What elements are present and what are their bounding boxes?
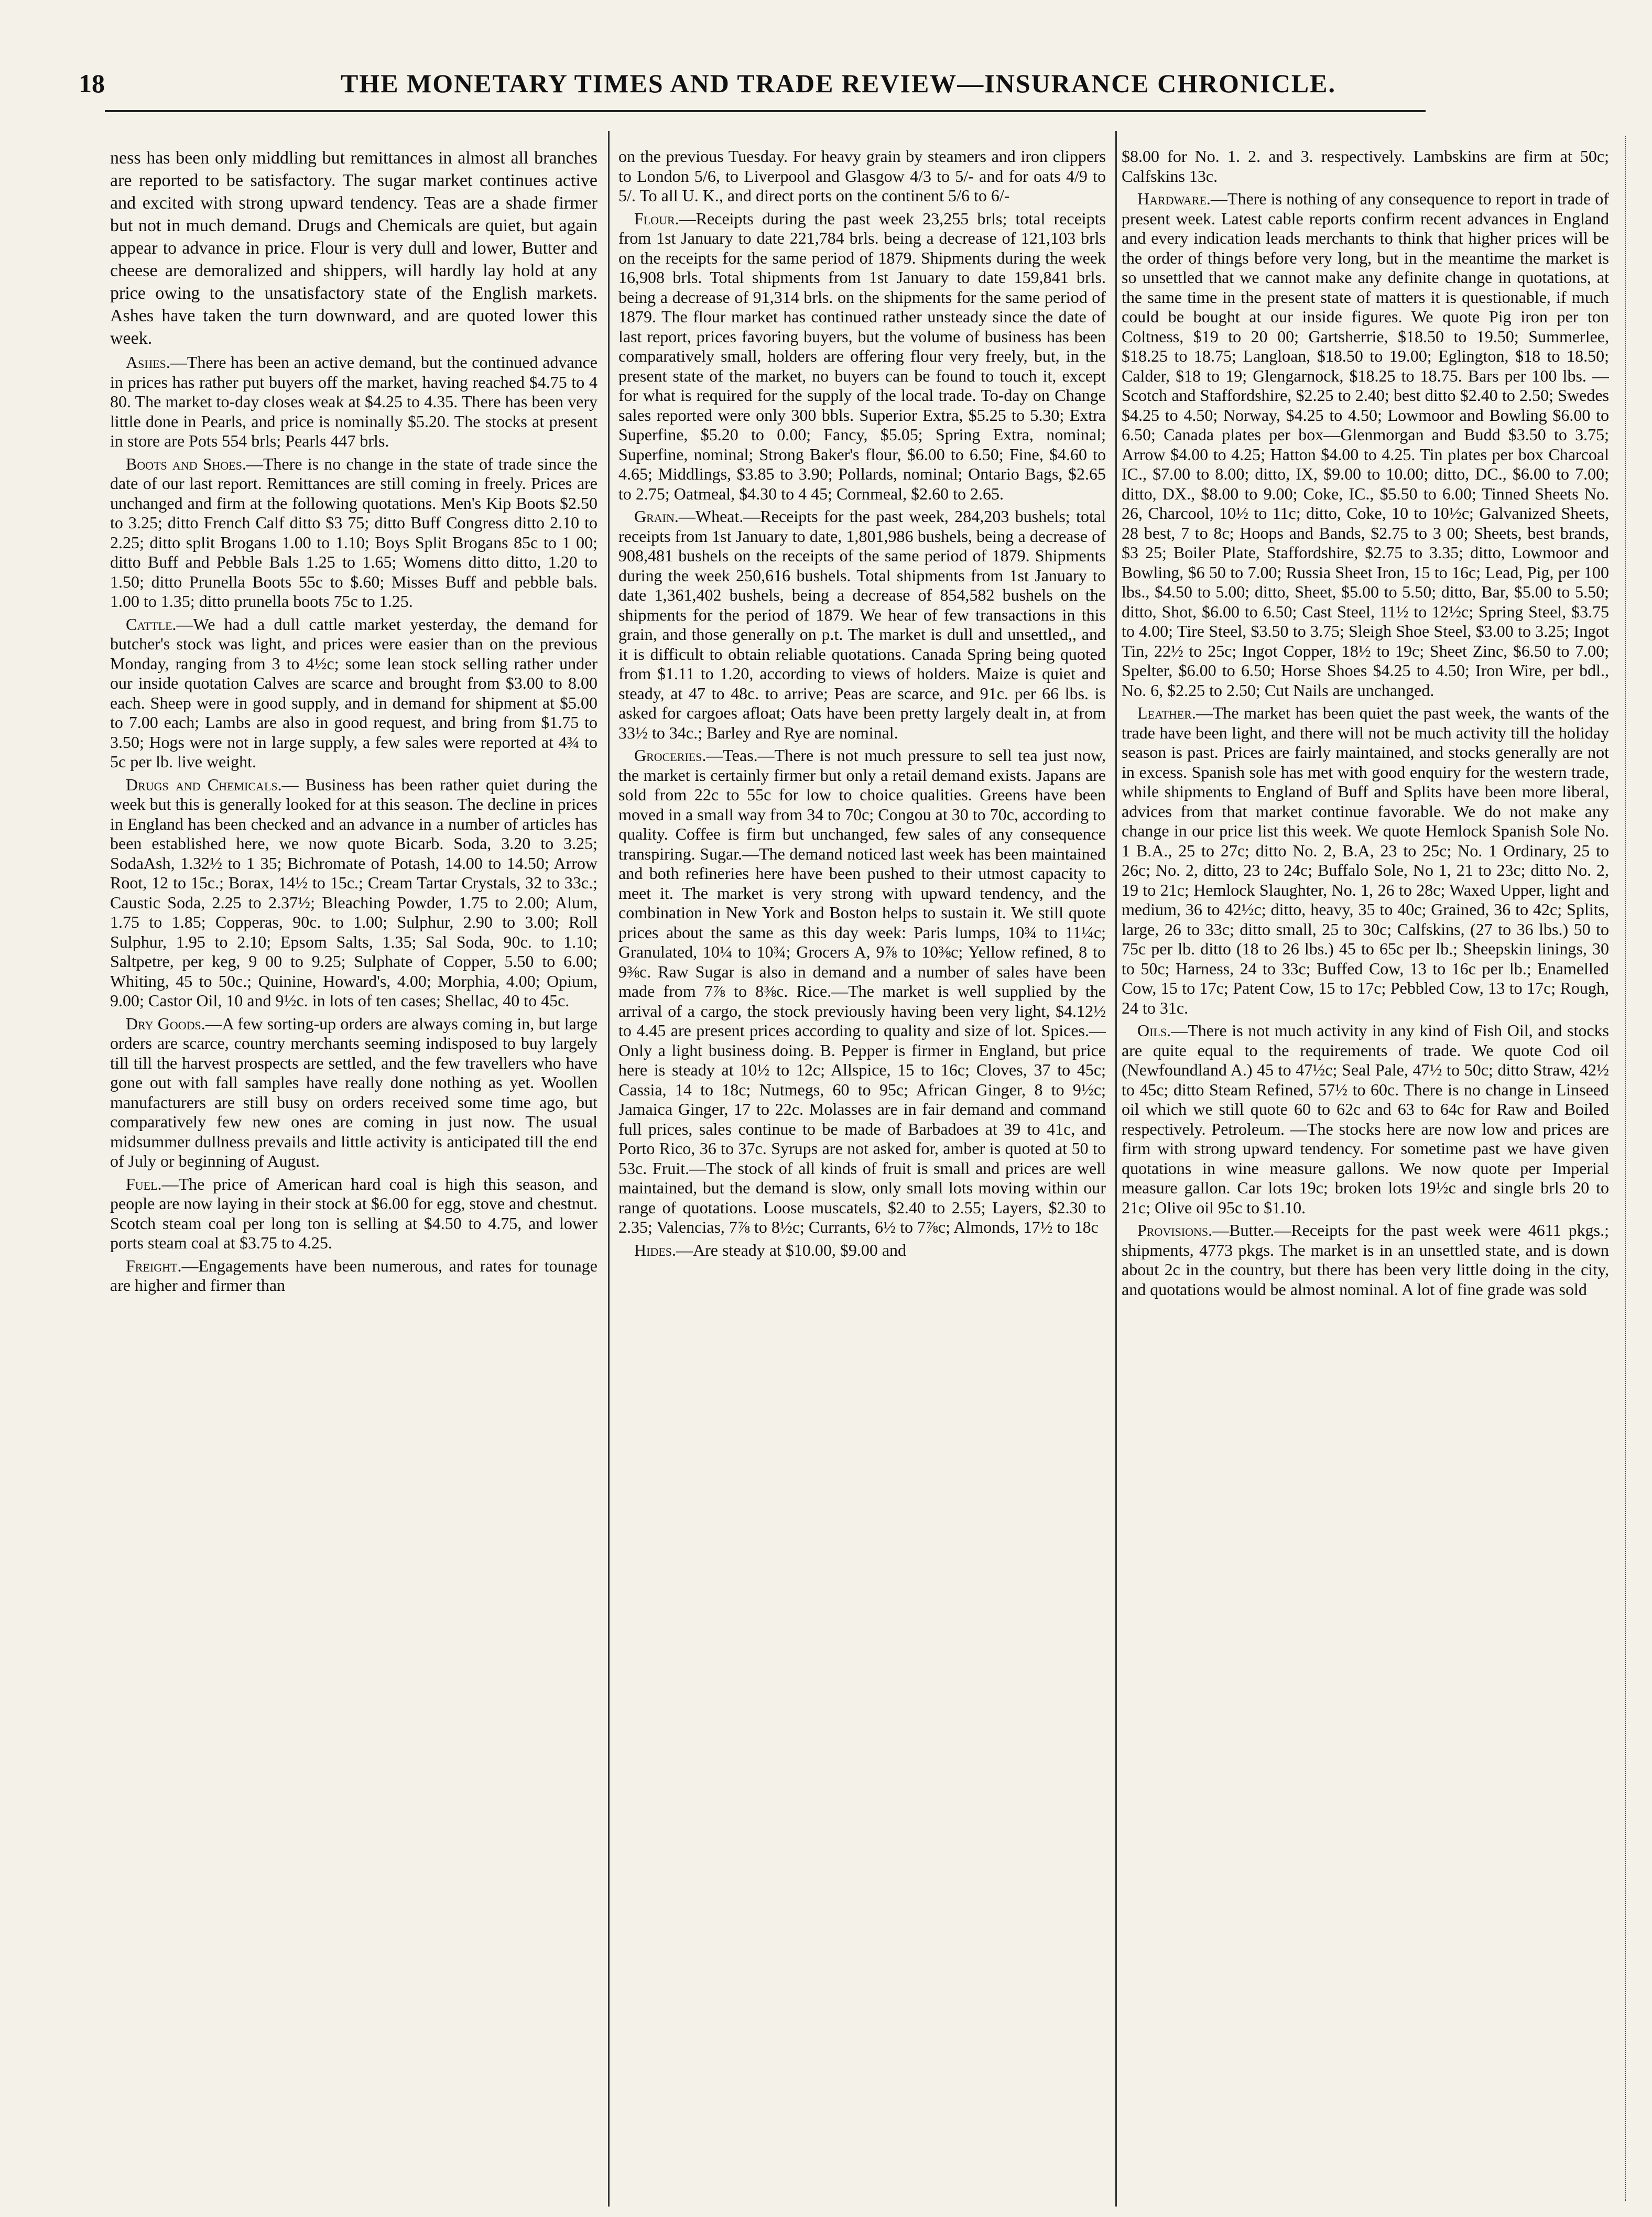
dry-goods-report: Dry Goods.—A few sorting-up orders are always coming in, but large orders are scarce, country merchants seeming indisposed to buy largely till till the harvest prospects are settled, and the few travellers who have gone out with fall samples have really done nothing as yet. Woollen manufacturers are still busy on orders received some time ago, but comparatively few new ones are coming in just now. The usual midsummer dullness prevails and little activity is anticipated till the end of July or beginning of August.	[110, 1014, 597, 1170]
fuel-report: Fuel.—The price of American hard coal is high this season, and people are now laying in their stock at $6.00 for egg, stove and chestnut. Scotch steam coal per long ton is selling at $4.50 to 4.75, and lower ports steam coal at $3.75 to 4.25.	[110, 1174, 597, 1252]
flour-report: Flour.—Receipts during the past week 23,255 brls; total receipts from 1st January to date 221,784 brls. being a decrease of 121,103 brls on the receipts for the same period of 1879. Shipments during the week 16,908 brls. Total shipments from 1st January to date 159,841 brls. being a decrease of 91,314 brls. on the shipments for the same period of 1879. The flour market has continued rather unsteady since the date of last report, prices favoring buyers, but the volume of business has been comparatively small, holders are offering flour very freely, but, in the present state of the market, no buyers can be found to touch it, except for what is required for the supply of the local trade. To-day on Change sales reported were only 300 bbls. Superior Extra, $5.25 to 5.30; Extra Superfine, $5.20 to 0.00; Fancy, $5.05; Spring Extra, nominal; Superfine, nominal; Strong Baker's flour, $6.00 to 6.50; Fine, $4.60 to 4.65; Middlings, $3.85 to 3.90; Pollards, nominal; Ontario Bags, $2.65 to 2.75; Oatmeal, $4.30 to 4 45; Cornmeal, $2.60 to 2.65.	[618, 209, 1106, 503]
freight-report: Freight.—Engagements have been numerous, and rates for tounage are higher and firmer than	[110, 1256, 597, 1295]
cattle-heading: Cattle.	[126, 614, 177, 634]
hides-heading: Hides.	[634, 1240, 676, 1259]
column-1	[110, 147, 597, 2201]
hides-report: Hides.—Are steady at $10.00, $9.00 and	[634, 1240, 907, 1259]
page-header	[79, 68, 1389, 105]
column-rule-1	[608, 131, 610, 2207]
provisions-report: Provisions.—Butter.—Receipts for the past week were 4611 pkgs.; shipments, 4773 pkgs. The market is in an unsettled state, and is down about 2c in the country, but there has been very little doing in the city, and quotations would be almost nominal. A lot of fine grade was sold	[1122, 1221, 1609, 1299]
freight-heading: Freight.	[126, 1256, 182, 1275]
column-rule-2	[1115, 131, 1117, 2207]
boots-report: Boots and Shoes.—There is no change in the state of trade since the date of our last report. Remittances are still coming in freely. Prices are unchanged and firm at the following quotations. Men's Kip Boots $2.50 to 3.25; ditto French Calf ditto $3 75; ditto Buff Congress ditto 2.10 to 2.25; ditto split Brogans 1.00 to 1.10; Boys Split Brogans 85c to 1 00; ditto Buff and Pebble Bals 1.25 to 1.65; Womens ditto ditto, 1.20 to 1.50; ditto Prunella Boots 55c to $.60; Misses Buff and pebble bals. 1.00 to 1.35; ditto prunella boots 75c to 1.25.	[110, 454, 597, 611]
groceries-report: Groceries.—Teas.—There is not much pressure to sell tea just now, the market is certainly firmer but only a retail demand exists. Japans are sold from 22c to 55c for low to choice qualities. Greens have been moved in a small way from 34 to 70c; Congou at 30 to 70c, according to quality. Coffee is firm but unchanged, few sales of any consequence transpiring. Sugar.—The demand noticed last week has been maintained and both refineries here have been pushed to their utmost capacity to meet it. The market is very strong with upward tendency, and the combination in New York and Boston helps to sustain it. We still quote prices about the same as this day week: Paris lumps, 10¾ to 11¼c; Granulated, 10¼ to 10¾; Grocers A, 9⅞ to 10⅜c; Yellow refined, 8 to 9⅜c. Raw Sugar is also in demand and a number of sales have been made from 7⅞ to 8⅜c. Rice.—The market is well supplied by the arrival of a cargo, the stock previously having been very light, $4.12½ to 4.45 are present prices according to quality and size of lot. Spices.—Only a light business doing. B. Pepper is firmer in England, but price here is steady at 10½ to 12c; Allspice, 15 to 16c; Cloves, 37 to 45c; Cassia, 14 to 18c; Nutmegs, 60 to 95c; African Ginger, 8 to 9½c; Jamaica Ginger, 17 to 22c. Molasses are in fair demand and command full prices, sales continue to be made of Barbadoes at 39 to 41c, and Porto Rico, 36 to 37c. Syrups are not asked for, amber is quoted at 50 to 53c. Fruit.—The stock of all kinds of fruit is small and prices are well maintained, but the demand is slow, only small lots moving within our range of quotations. Loose muscatels, $2.40 to 2.55; Layers, $2.30 to 2.35; Valencias, 7⅞ to 8½c; Currants, 6½ to 7⅞c; Almonds, 17½ to 18c	[618, 746, 1106, 1236]
ashes-heading: Ashes.	[126, 353, 170, 372]
leather-heading: Leather.	[1137, 703, 1196, 722]
page-edge	[1625, 136, 1629, 2201]
dry-goods-heading: Dry Goods.	[126, 1014, 205, 1033]
grain-heading: Grain.	[634, 507, 679, 526]
column-3	[1122, 147, 1609, 2201]
drugs-report: Drugs and Chemicals.— Business has been rather quiet during the week but this is generally looked for at this season. The decline in prices in England has been checked and an advance in a number of articles has been established here, we now quote Bicarb. Soda, 3.20 to 3.25; SodaAsh, 1.32½ to 1 35; Bichromate of Potash, 14.00 to 14.50; Arrow Root, 12 to 15c.; Borax, 14½ to 15c.; Cream Tartar Crystals, 32 to 33c.; Caustic Soda, 2.25 to 2.37½; Bleaching Powder, 1.75 to 2.00; Alum, 1.75 to 1.85; Copperas, 90c. to 1.00; Sulphur, 2.90 to 3.00; Roll Sulphur, 1.95 to 2.10; Epsom Salts, 1.35; Sal Soda, 90c. to 1.10; Saltpetre, per keg, 9 00 to 9.25; Sulphate of Copper, 5.50 to 6.00; Whiting, 45 to 50c.; Quinine, Howard's, 4.00; Morphia, 4.00; Opium, 9.00; Castor Oil, 10 and 9½c. in lots of ten cases; Shellac, 40 to 45c.	[110, 775, 597, 1010]
leather-report: Leather.—The market has been quiet the past week, the wants of the trade have been light, and there will not be much activity till the holiday season is past. Prices are fairly maintained, and stocks generally are not in excess. Spanish sole has met with good enquiry for the western trade, while shipments to England of Buff and Splits have been more liberal, advices from that market continue favorable. We do not make any change in our price list this week. We quote Hemlock Spanish Sole No. 1 B.A., 25 to 27c; ditto No. 2, B.A, 23 to 25c; No. 1 Ordinary, 25 to 26c; No. 2, ditto, 23 to 24c; Buffalo Sole, No 1, 21 to 23c; ditto No. 2, 19 to 21c; Hemlock Slaughter, No. 1, 26 to 28c; Waxed Upper, light and medium, 36 to 42½c; ditto, heavy, 35 to 40c; Grained, 36 to 42c; Splits, large, 26 to 33c; ditto small, 25 to 30c; Calfskins, (27 to 36 lbs.) 50 to 75c per lb. ditto (18 to 26 lbs.) 45 to 65c per lb.; Sheepskin linings, 30 to 50c; Harness, 24 to 33c; Buffed Cow, 13 to 16c per lb.; Enamelled Cow, 15 to 17c; Patent Cow, 15 to 17c; Pebbled Cow, 13 to 17c; Rough, 24 to 31c.	[1122, 703, 1609, 1017]
fuel-heading: Fuel.	[126, 1174, 162, 1193]
provisions-heading: Provisions.	[1137, 1221, 1213, 1240]
page-number: 18	[79, 69, 105, 98]
boots-heading: Boots and Shoes.	[126, 454, 246, 473]
hardware-report: Hardware.—There is nothing of any consequence to report in trade of present week. Latest cable reports confirm recent advances in England and every indication leads merchants to think that higher prices will be the order of things before very long, but in the meantime the market is so unsettled that we cannot make any definite change in quotations, at the same time in the present state of matters it is questionable, if much could be bought at our inside figures. We quote Pig iron per ton Coltness, $19 to 20 00; Gartsherrie, $18.50 to 19.50; Summerlee, $18.25 to 18.75; Langloan, $18.50 to 19.00; Eglington, $18 to 18.50; Calder, $18 to 19; Glengarnock, $18.25 to 18.75. Bars per 100 lbs. —Scotch and Staffordshire, $2.25 to 2.40; best ditto $2.40 to 2.50; Swedes $4.25 to 4.50; Norway, $4.25 to 4.50; Lowmoor and Bowling $6.00 to 6.50; Canada plates per box—Glenmorgan and Budd $3.50 to 3.75; Arrow $4.00 to 4.25; Hatton $4.00 to 4.25. Tin plates per box Charcoal IC., $7.00 to 8.00; ditto, IX, $9.00 to 10.00; ditto, DC., $6.00 to 7.00; ditto, DX., $8.00 to 9.00; Coke, IC., $5.50 to 6.00; Tinned Sheets No. 26, Charcool, 10½ to 11c; ditto, Coke, 10 to 10½c; Galvanized Sheets, 28 best, 7 to 8c; Hoops and Bands, $2.75 to 3 00; Sheets, best brands, $3 25; Boiler Plate, Staffordshire, $2.75 to 3.35; ditto, Lowmoor and Bowling, $6 50 to 7.00; Russia Sheet Iron, 15 to 16c; Lead, Pig, per 100 lbs., $4.50 to 5.00; ditto, Sheet, $5.00 to 5.50; ditto, Bar, $5.00 to 5.50; ditto, Shot, $6.00 to 6.50; Cast Steel, 11½ to 12½c; Spring Steel, $3.75 to 4.00; Tire Steel, $3.50 to 3.75; Sleigh Shoe Steel, $3.00 to 3.25; Ingot Tin, 22½ to 25c; Ingot Copper, 18½ to 19c; Sheet Zinc, $6.50 to 7.00; Spelter, $6.00 to 6.50; Horse Shoes $4.25 to 4.50; Iron Wire, per bdl., No. 6, $2.25 to 2.50; Cut Nails are unchanged.	[1122, 189, 1609, 700]
groceries-heading: Groceries.	[634, 746, 707, 765]
cattle-report: Cattle.—We had a dull cattle market yesterday, the demand for butcher's stock was light, and prices were easier than on the previous Monday, ranging from 3 to 4½c; some lean stock selling rather under our inside quotation Calves are scarce and brought from $3.00 to 8.00 each. Sheep were in good supply, and in demand for shipment at $5.00 to 7.00 each; Lambs are also in good request, and bring from $1.75 to 3.50; Hogs were not in large supply, a few sales were reported at 4¾ to 5c per lb. live weight.	[110, 614, 597, 771]
oils-report: Oils.—There is not much activity in any kind of Fish Oil, and stocks are quite equal to the requirements of trade. We quote Cod oil (Newfoundland A.) 45 to 47½c; Seal Pale, 47½ to 50c; ditto Straw, 42½ to 45c; ditto Steam Refined, 57½ to 60c. There is no change in Linseed oil which we still quote 60 to 62c and 63 to 64c for Raw and Boiled respectively. Petroleum. —The stocks here are now low and prices are firm with strong upward tendency. For sometime past we have given quotations in wine measure gallons. We now quote per Imperial measure gallon. Car lots 19c; broken lots 19½c and single brls 20 to 21c; Olive oil 95c to $1.10.	[1122, 1021, 1609, 1217]
drugs-heading: Drugs and Chemicals.	[126, 775, 282, 794]
freight-continued: on the previous Tuesday. For heavy grain by steamers and iron clippers to London 5/6, to Liverpool and Glasgow 4/3 to 5/- and for oats 4/9 to 5/. To all U. K., and direct ports on the continent 5/6 to 6/-	[618, 147, 1106, 205]
grain-report: Grain.—Wheat.—Receipts for the past week, 284,203 bushels; total receipts from 1st January to date, 1,801,986 bushels, being a decrease of 908,481 bushels on the receipts of the same period of 1879. Shipments during the week 250,616 bushels. Total shipments from 1st January to date 1,361,402 bushels, being a decrease of 854,582 bushels on the shipments for the period of 1879. We hear of few transactions in this grain, and those generally on p.t. The market is dull and unsettled,, and it is difficult to obtain reliable quotations. Canada Spring being quoted from $1.11 to 1.20, according to views of holders. Maize is quiet and steady, at 47 to 48c. to arrive; Peas are scarce, and 91c. per 66 lbs. is asked for cargoes afloat; Oats have been pretty largely dealt in, at from 33½ to 34c.; Barley and Rye are nominal.	[618, 507, 1106, 742]
running-title: THE MONETARY TIMES AND TRADE REVIEW—INSURANCE CHRONICLE.	[341, 69, 1336, 98]
ashes-report: Ashes.—There has been an active demand, but the continued advance in prices has rather put buyers off the market, having reached $4.75 to 4 80. The market to-day closes weak at $4.25 to 4.35. There has been very little done in Pearls, and price is nominally $5.20. The stocks at present in store are Pots 554 brls; Pearls 447 brls.	[110, 353, 597, 450]
intro-paragraph: ness has been only middling but remittances in almost all branches are reported to be satisfactory. The sugar market continues active and excited with strong upward tendency. Teas are a shade firmer but not in much demand. Drugs and Chemicals are quiet, but again appear to advance in price. Flour is very dull and lower, Butter and cheese are demoralized and shippers, will hardly lay hold at any price owing to the unsatisfactory state of the English markets. Ashes have taken the turn downward, and are quoted lower this week.	[110, 148, 597, 348]
hardware-heading: Hardware.	[1137, 189, 1211, 208]
hides-continued: $8.00 for No. 1. 2. and 3. respectively. Lambskins are firm at 50c; Calfskins 13c.	[1122, 147, 1609, 186]
flour-heading: Flour.	[634, 209, 679, 228]
header-rule	[105, 110, 1426, 112]
oils-heading: Oils.	[1137, 1021, 1171, 1040]
column-2	[618, 147, 1106, 2201]
